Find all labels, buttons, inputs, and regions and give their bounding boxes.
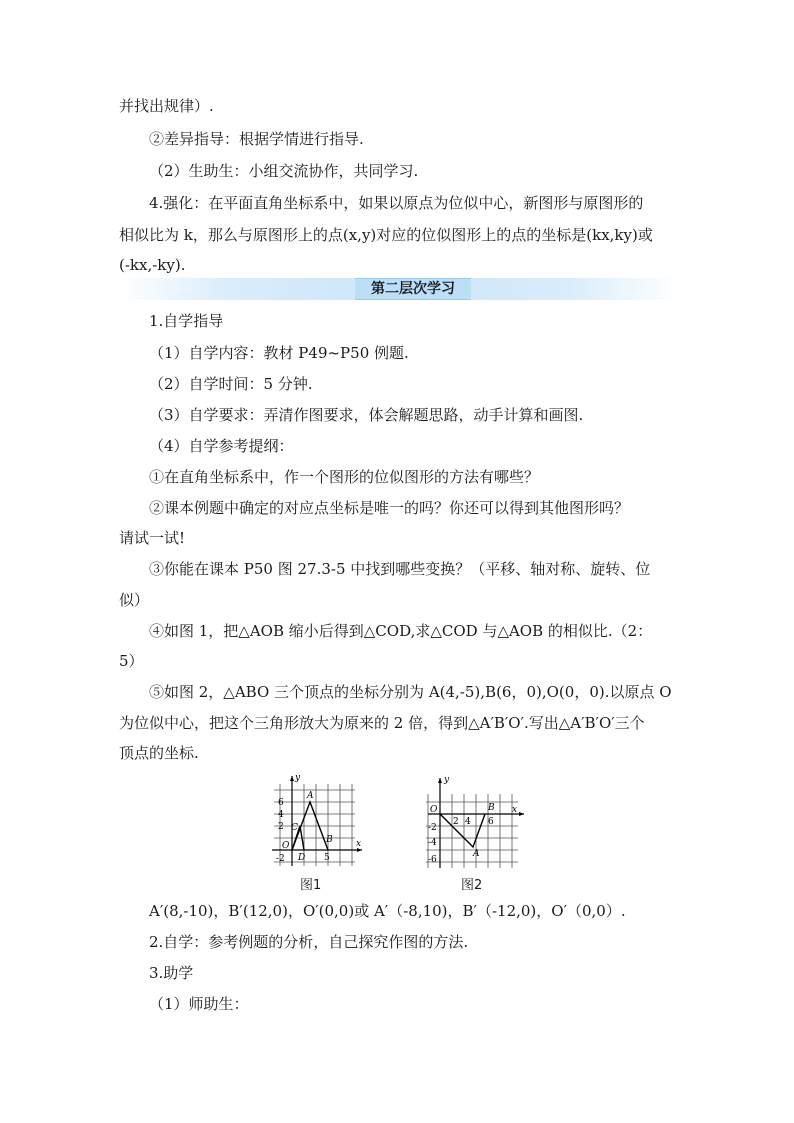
figure-1-caption: 图1 xyxy=(300,878,322,893)
fig2-point-a: A xyxy=(473,849,480,859)
section-banner-title: 第二层次学习 xyxy=(355,278,471,300)
text-line: 似） xyxy=(119,591,150,609)
fig2-origin-label: O xyxy=(430,805,438,815)
text-line: 4.强化：在平面直角坐标系中，如果以原点为位似中心，新图形与原图形的 xyxy=(149,194,644,212)
fig1-point-d: D xyxy=(298,853,306,863)
section-banner xyxy=(119,278,679,300)
text-line: （2）自学时间：5 分钟. xyxy=(149,375,313,393)
fig1-axis-y-label: y xyxy=(295,773,301,783)
fig2-x-tick: 4 xyxy=(465,817,471,827)
text-line: （3）自学要求：弄清作图要求，体会解题思路，动手计算和画图. xyxy=(149,406,584,424)
fig1-axis-x-label: x xyxy=(356,839,362,849)
figure-2-caption: 图2 xyxy=(461,878,483,893)
text-line: 相似比为 k，那么与原图形上的点(x,y)对应的位似图形上的点的坐标是(kx,ky)或 xyxy=(119,226,653,244)
fig2-axis-y-label: y xyxy=(444,775,450,785)
fig2-x-tick: 6 xyxy=(488,817,494,827)
text-line: ①在直角坐标系中，作一个图形的位似图形的方法有哪些？ xyxy=(149,468,540,486)
fig2-y-tick: -2 xyxy=(428,823,437,833)
text-line: 5） xyxy=(119,652,144,670)
text-line: （1）师助生： xyxy=(149,995,249,1013)
figure-1-graph xyxy=(262,770,372,870)
figure-2-graph xyxy=(418,770,528,870)
fig1-x-tick: 5 xyxy=(324,853,330,863)
fig2-y-tick: -4 xyxy=(428,838,437,848)
text-line: 顶点的坐标. xyxy=(119,744,199,762)
fig1-origin-label: O xyxy=(282,841,290,851)
fig2-x-tick: 2 xyxy=(453,817,459,827)
fig1-y-tick: -2 xyxy=(276,854,285,864)
fig2-axis-x-label: x xyxy=(512,805,518,815)
text-line: ②课本例题中确定的对应点坐标是唯一的吗？你还可以得到其他图形吗？ xyxy=(149,499,630,517)
text-line: 3.助学 xyxy=(149,964,194,982)
text-line: 并找出规律）. xyxy=(119,97,214,115)
fig2-point-b: B xyxy=(488,803,495,813)
text-line: (-kx,-ky). xyxy=(119,256,186,274)
text-line: ③你能在课本 P50 图 27.3-5 中找到哪些变换？（平移、轴对称、旋转、位 xyxy=(149,560,651,578)
fig1-point-c: C xyxy=(291,823,298,833)
text-line: 请试一试! xyxy=(119,529,186,547)
text-line: ④如图 1，把△AOB 缩小后得到△COD,求△COD 与△AOB 的相似比.（2： xyxy=(149,622,653,640)
text-line: 1.自学指导 xyxy=(149,312,224,330)
text-line: （4）自学参考提纲： xyxy=(149,437,294,455)
fig1-point-a: A xyxy=(307,791,314,801)
text-line: 2.自学：参考例题的分析，自己探究作图的方法. xyxy=(149,933,469,951)
text-line: ⑤如图 2，△ABO 三个顶点的坐标分别为 A(4,-5),B(6，0),O(0，0).以原点 O xyxy=(149,683,672,701)
text-line: （1）自学内容：教材 P49~P50 例题. xyxy=(149,344,409,362)
text-line: ②差异指导：根据学情进行指导. xyxy=(149,130,364,148)
text-line: A′(8,-10)，B′(12,0)，O′(0,0)或 A′（-8,10)，B′（-12,0)，O′（0,0）. xyxy=(149,902,626,920)
fig1-y-tick: 6 xyxy=(278,798,284,808)
fig1-y-tick: 2 xyxy=(278,822,284,832)
fig1-point-b: B xyxy=(326,835,333,845)
text-line: （2）生助生：小组交流协作，共同学习. xyxy=(149,162,419,180)
fig1-y-tick: 4 xyxy=(278,810,284,820)
text-line: 为位似中心，把这个三角形放大为原来的 2 倍，得到△A′B′O′.写出△A′B′O′三个 xyxy=(119,714,645,732)
fig2-y-tick: -6 xyxy=(428,855,437,865)
